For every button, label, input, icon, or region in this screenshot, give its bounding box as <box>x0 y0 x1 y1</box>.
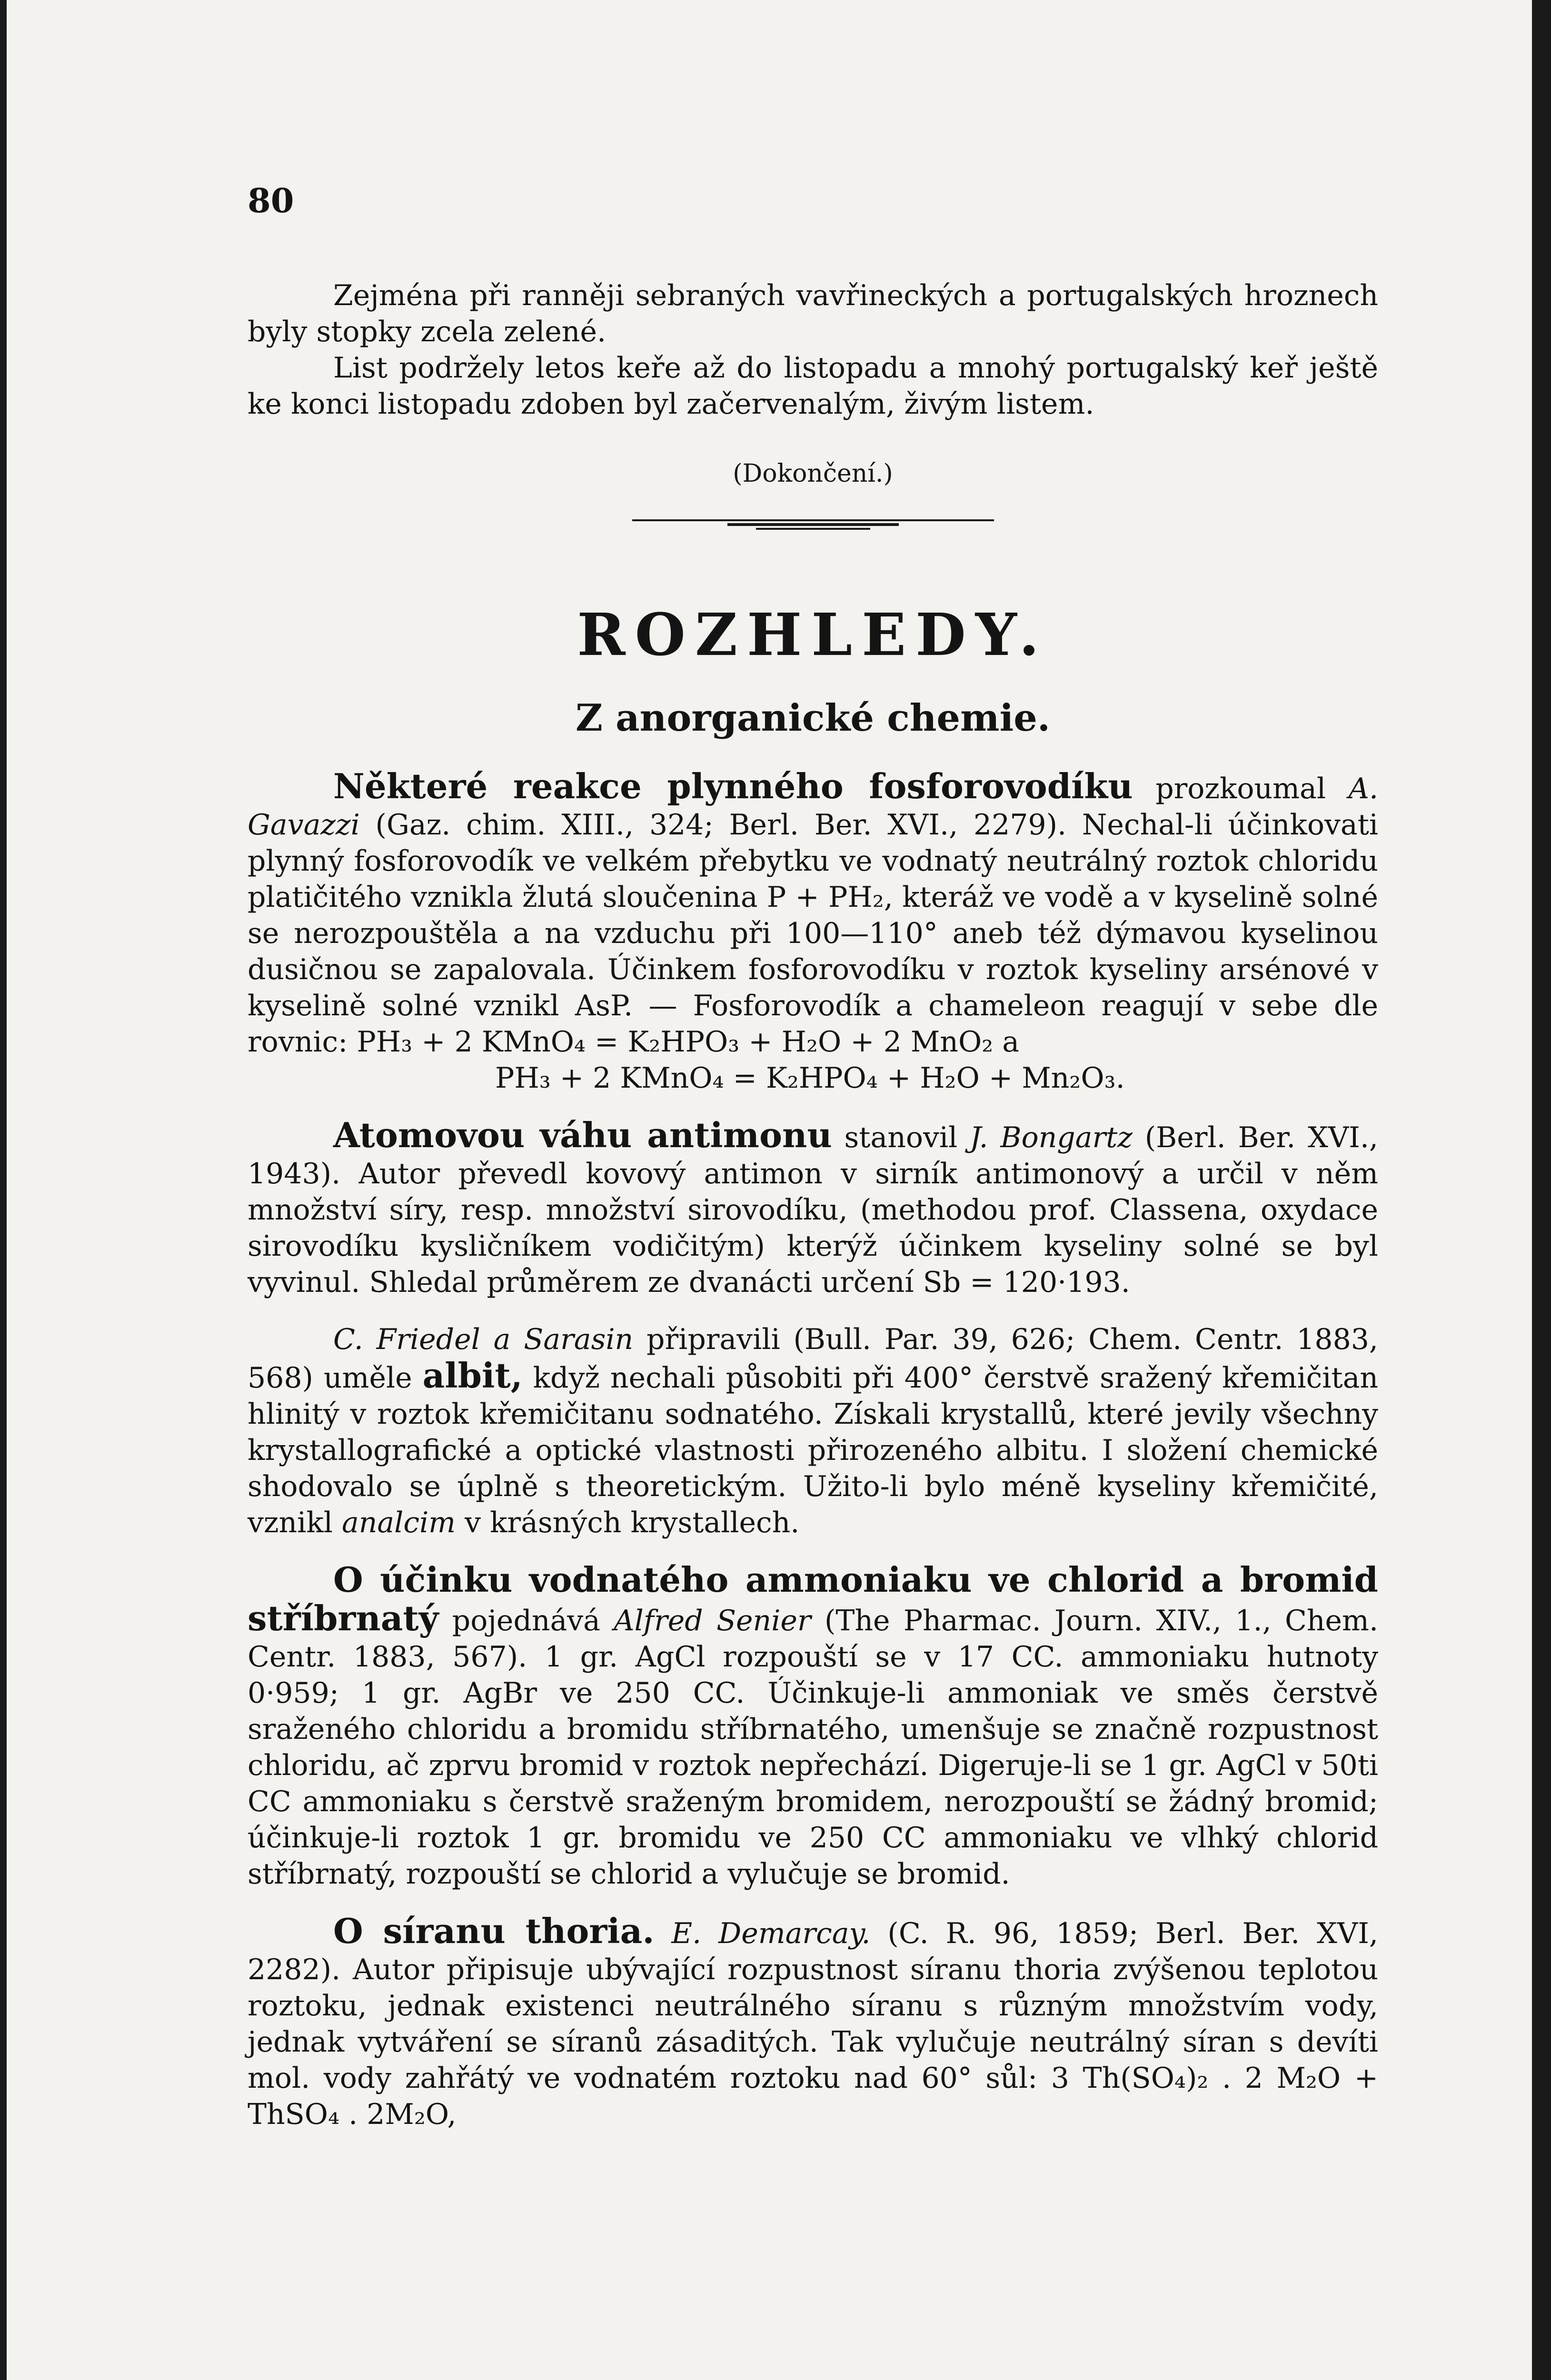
subsection-title: Z anorganické chemie. <box>576 696 1050 740</box>
article-text: (C. R. 96, 1859; Berl. Ber. XVI, 2282). Autor připisuje ubývající rozpustnost síranu thoria zvýšenou teplotou roztoku, jednak existenci neutrálného síranu s různým množstvím vody, jednak vytváření se síranů zásaditých. Tak vylučuje neutrálný síran s devíti mol. vody zahřátý ve vodnatém roztoku nad 60° sůl: 3 Th(SO₄)₂ . 2 M₂O + ThSO₄ . 2M₂O, <box>248 1917 1378 2131</box>
article-antimony <box>248 1117 1378 1300</box>
article-author: E. Demarcay. <box>671 1917 871 1950</box>
article-albit <box>248 1321 1378 1541</box>
section-title: ROZHLEDY. <box>577 600 1049 669</box>
divider-line <box>632 519 994 521</box>
section-divider <box>248 511 1378 539</box>
article-text: připravili (Bull. Par. 39, 626; Chem. Centr. 1883, 568) uměle <box>248 1323 1378 1395</box>
article-text: (The Pharmac. Journ. XIV., 1., Chem. Centr. 1883, 567). 1 gr. AgCl rozpouští se v 17 CC. ammoniaku hutnoty 0·959; 1 gr. AgBr ve 250 CC. Účinkuje-li ammoniak ve směs čerstvě sraženého chloridu a bromidu stříbrnatého, umenšuje se značně rozpustnost chloridu, ač zprvu bromid v roztok nepřechází. Digeruje-li se 1 gr. AgCl v 50ti CC ammoniaku s čerstvě sraženým bromidem, nerozpouští se žádný bromid; účinkuje-li roztok 1 gr. bromidu ve 250 CC ammoniaku ve vlhký chlorid stříbrnatý, rozpouští se chlorid a vylučuje se bromid. <box>248 1604 1379 1891</box>
article-text: v krásných krystallech. <box>456 1506 800 1539</box>
divider-line <box>727 523 899 526</box>
article-author: C. Friedel a Sarasin <box>333 1323 634 1356</box>
article-text: pojednává <box>438 1604 614 1637</box>
divider-line <box>756 528 870 530</box>
scan-edge-right <box>1532 0 1551 2380</box>
scan-edge-left <box>0 0 7 2380</box>
intro-paragraph-2: List podržely letos keře až do listopadu a mnohý portugalský keř ještě ke konci listopadu zdoben byl začervenalým, živým listem. <box>248 351 1378 421</box>
article-ammonia <box>248 1559 1379 1892</box>
article-lead: Atomovou váhu antimonu <box>333 1115 832 1155</box>
article-thorium <box>248 1913 1378 2132</box>
equation-line: PH₃ + 2 KMnO₄ = K₂HPO₄ + H₂O + Mn₂O₃. <box>495 1061 1125 1095</box>
article-text: (Gaz. chim. XIII., 324; Berl. Ber. XVI., 2279). Nechal-li účinkovati plynný fosforovodík ve velkém přebytku ve vodnatý neutrálný roztok chloridu platičitého vznikla žlutá sloučenina P + PH₂, kteráž ve vodě a v kyselině solné se nerozpouštěla a na vzduchu při 100—110° aneb též dýmavou kyselinou dusičnou se zapalovala. Účinkem fosforovodíku v roztok kyseliny arsénové v kyselině solné vznikl AsP. — Fosforovodík a chameleon reagují v sebe dle rovnic: PH₃ + 2 KMnO₄ = K₂HPO₃ + H₂O + 2 MnO₂ a <box>248 808 1378 1059</box>
article-text: prozkoumal <box>1133 772 1349 805</box>
article-keyword-italic: analcim <box>341 1506 456 1539</box>
page-number: 80 <box>248 181 294 220</box>
article-keyword: albit, <box>422 1355 523 1396</box>
article-lead: O účinku vodnatého ammoniaku ve chlorid a bromid stříbrnatý <box>248 1559 1378 1638</box>
page <box>248 181 1378 2132</box>
article-author: J. Bongartz <box>970 1121 1133 1154</box>
article-text: stanovil <box>832 1121 970 1154</box>
intro-paragraph-1: Zejména při ranněji sebraných vavřineckých a portugalských hroznech byly stopky zcela zelené. <box>248 279 1378 348</box>
article-lead: O síranu thoria. <box>333 1911 655 1951</box>
article-phosphine <box>248 768 1378 1060</box>
article-lead: Některé reakce plynného fosforovodíku <box>333 766 1133 806</box>
article-text: (Berl. Ber. XVI., 1943). Autor převedl kovový antimon v sirník antimonový a určil v něm množství síry, resp. množství sirovodíku, (methodou prof. Classena, oxydace sirovodíku kysličníkem vodičitým) kterýž účinkem kyseliny solné se byl vyvinul. Shledal průměrem ze dvanácti určení Sb = 120·193. <box>248 1121 1379 1299</box>
dokonceni-note: (Dokončení.) <box>733 459 893 488</box>
article-author: Alfred Senier <box>614 1604 811 1637</box>
article-author: A. Gavazzi <box>248 772 1379 842</box>
article-text: když nechali působiti při 400° čerstvě sražený křemičitan hlinitý v roztok křemičitanu sodnatého. Získali krystallů, které jevily všechny krystallografické a optické vlastnosti přirozeného albitu. I složení chemické shodovalo se úplně s theoretickým. Užito-li bylo méně kyseliny křemičité, vznikl <box>248 1361 1379 1539</box>
